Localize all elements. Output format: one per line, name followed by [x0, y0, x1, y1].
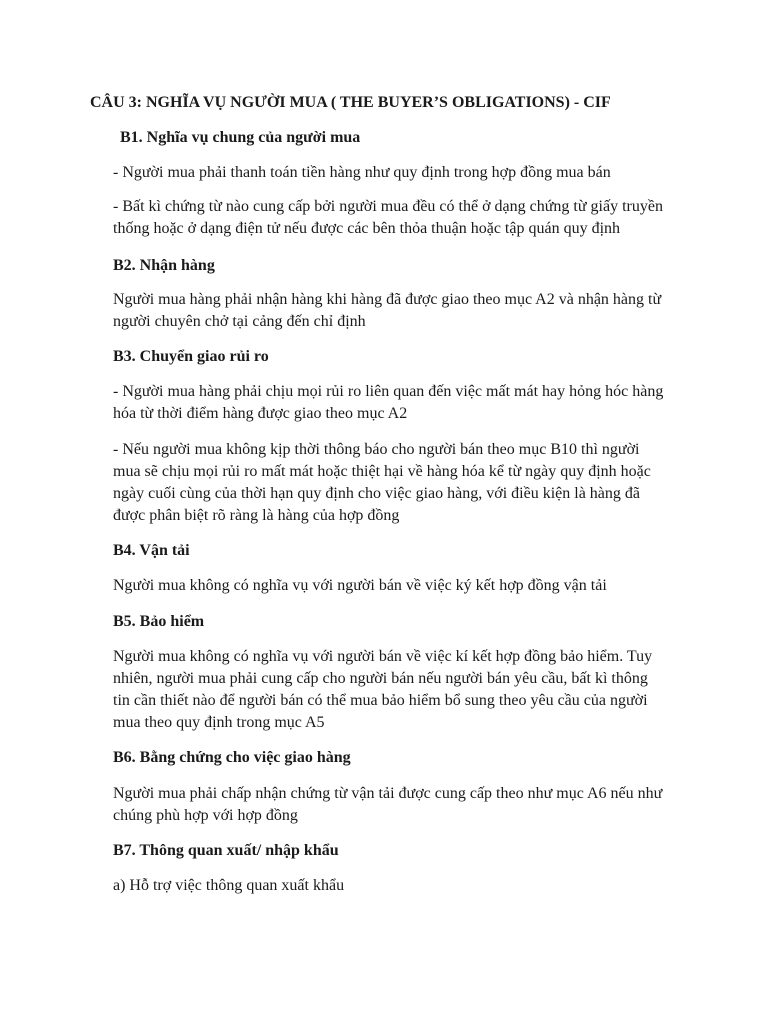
paragraph [113, 196, 663, 240]
text-line: hóa từ thời điểm hàng được giao theo mục A2 [113, 405, 408, 422]
text-line: mua theo quy định trong mục A5 [113, 714, 325, 731]
paragraph [113, 783, 662, 827]
text-line: Người mua phải chấp nhận chứng từ vận tải được cung cấp theo như mục A6 nếu như [113, 785, 663, 802]
paragraph [113, 162, 611, 184]
text-line: ngày cuối cùng của thời hạn quy định cho việc giao hàng, với điều kiện là hàng đã [113, 485, 640, 502]
text-line: được phân biệt rõ ràng là hàng của hợp đồng [113, 507, 400, 524]
text-line: nhiên, người mua phải cung cấp cho người bán nếu người bán yêu cầu, bất kì thông [113, 670, 648, 687]
heading-b1: B1. Nghĩa vụ chung của người mua [120, 129, 361, 146]
heading-b6: B6. Bằng chứng cho việc giao hàng [113, 749, 351, 766]
text-line: - Nếu người mua không kịp thời thông báo cho người bán theo mục B10 thì người [113, 441, 640, 458]
heading-b4: B4. Vận tải [113, 542, 190, 559]
text-line: người chuyên chở tại cảng đến chỉ định [113, 313, 366, 330]
text-line: chúng phù hợp với hợp đồng [113, 807, 298, 824]
heading-b5: B5. Bảo hiểm [113, 613, 205, 630]
text-line: Người mua không có nghĩa vụ với người bán về việc ký kết hợp đồng vận tải [113, 577, 607, 594]
paragraph [113, 289, 661, 333]
text-line: - Bất kì chứng từ nào cung cấp bởi người mua đều có thể ở dạng chứng từ giấy truyền [113, 198, 663, 215]
text-line: mua sẽ chịu mọi rủi ro mất mát hoặc thiệt hại về hàng hóa kể từ ngày quy định hoặc [113, 463, 651, 480]
heading-b3: B3. Chuyển giao rủi ro [113, 348, 269, 365]
heading-b2: B2. Nhận hàng [113, 257, 215, 274]
text-line: - Người mua hàng phải chịu mọi rủi ro liên quan đến việc mất mát hay hỏng hóc hàng [113, 383, 664, 400]
heading-b7: B7. Thông quan xuất/ nhập khẩu [113, 842, 339, 859]
document-title: CÂU 3: NGHĨA VỤ NGƯỜI MUA ( THE BUYER’S OBLIGATIONS) - CIF [90, 94, 611, 111]
paragraph [113, 381, 663, 425]
text-line: thống hoặc ở dạng điện tử nếu được các bên thỏa thuận hoặc tập quán quy định [113, 220, 621, 237]
list-item [113, 875, 344, 897]
paragraph [113, 439, 651, 527]
paragraph [113, 646, 652, 734]
text-line: tin cần thiết nào để người bán có thể mua bảo hiểm bổ sung theo yêu cầu của người [113, 692, 648, 709]
paragraph [113, 575, 607, 597]
text-line: a) Hỗ trợ việc thông quan xuất khẩu [113, 877, 345, 894]
text-line: Người mua không có nghĩa vụ với người bán về việc kí kết hợp đồng bảo hiểm. Tuy [113, 648, 653, 665]
text-line: - Người mua phải thanh toán tiền hàng như quy định trong hợp đồng mua bán [113, 164, 611, 181]
text-line: Người mua hàng phải nhận hàng khi hàng đã được giao theo mục A2 và nhận hàng từ [113, 291, 662, 308]
